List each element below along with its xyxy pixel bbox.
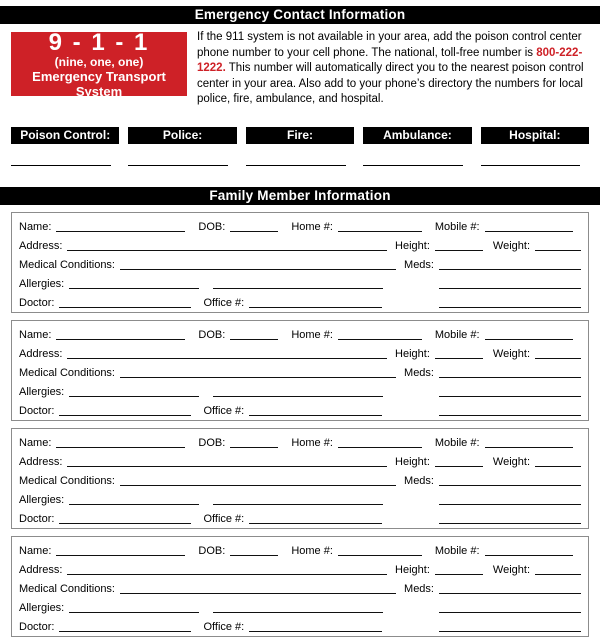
member-row-name — [19, 434, 581, 453]
office-phone-blank-line — [249, 296, 382, 308]
medical-conditions-label: Medical Conditions: — [19, 582, 115, 595]
doctor-blank-line — [59, 512, 191, 524]
meds-blank-line — [439, 474, 581, 486]
hospital-label: Hospital: — [481, 127, 589, 144]
dob-blank-line — [230, 544, 278, 556]
meds-label: Meds: — [404, 258, 434, 271]
family-member-block — [11, 428, 589, 529]
office-phone-label: Office #: — [203, 512, 245, 525]
mobile-phone-label: Mobile #: — [434, 544, 480, 557]
family-member-block — [11, 212, 589, 313]
family-members-list — [0, 212, 600, 637]
meds-continuation-line-1 — [439, 493, 581, 505]
ambulance-blank-line — [363, 144, 463, 166]
meds-continuation-line-2 — [439, 296, 581, 308]
weight-label: Weight: — [492, 563, 530, 576]
name-label: Name: — [19, 328, 52, 341]
allergies-label: Allergies: — [19, 493, 65, 506]
medical-conditions-blank-line — [120, 258, 396, 270]
meds-continuation-line-2 — [439, 512, 581, 524]
home-phone-label: Home #: — [291, 436, 333, 449]
weight-label: Weight: — [492, 455, 530, 468]
911-subtitle: Emergency Transport System — [32, 68, 166, 99]
medical-conditions-label: Medical Conditions: — [19, 258, 115, 271]
allergies-continuation-line — [213, 277, 383, 289]
member-row-doctor — [19, 402, 581, 421]
instructions-text-after: This number will automatically direct you to the nearest poison control center in your area. Also add to your phone’s directory the numbers for local police, fire, ambulance, and hospital. — [197, 62, 584, 106]
family-member-block — [11, 536, 589, 637]
meds-continuation-line-2 — [439, 620, 581, 632]
dob-label: DOB: — [198, 436, 226, 449]
page-title: Emergency Contact Information — [0, 6, 600, 24]
home-phone-blank-line — [338, 220, 422, 232]
address-label: Address: — [19, 563, 63, 576]
home-phone-label: Home #: — [291, 544, 333, 557]
ambulance-label: Ambulance: — [363, 127, 471, 144]
mobile-phone-label: Mobile #: — [434, 436, 480, 449]
meds-blank-line — [439, 366, 581, 378]
contact-col-fire — [246, 127, 354, 166]
contact-col-police — [128, 127, 236, 166]
office-phone-blank-line — [249, 404, 382, 416]
poison-control-instructions — [197, 30, 589, 108]
address-blank-line — [67, 563, 387, 575]
meds-blank-line — [439, 258, 581, 270]
mobile-phone-label: Mobile #: — [434, 220, 480, 233]
dob-blank-line — [230, 436, 278, 448]
name-label: Name: — [19, 436, 52, 449]
poison-control-phone-number: 800-222-1222. — [197, 46, 583, 75]
height-label: Height: — [395, 239, 430, 252]
office-phone-blank-line — [249, 512, 382, 524]
contact-col-ambulance — [363, 127, 471, 166]
medical-conditions-blank-line — [120, 582, 396, 594]
medical-conditions-blank-line — [120, 474, 396, 486]
member-row-allergies — [19, 491, 581, 510]
address-blank-line — [67, 239, 387, 251]
meds-continuation-line-1 — [439, 601, 581, 613]
member-row-medical — [19, 364, 581, 383]
home-phone-blank-line — [338, 544, 422, 556]
name-blank-line — [56, 544, 185, 556]
member-row-medical — [19, 472, 581, 491]
mobile-phone-blank-line — [485, 328, 573, 340]
member-row-name — [19, 542, 581, 561]
member-row-doctor — [19, 294, 581, 313]
height-blank-line — [435, 239, 483, 251]
top-section — [11, 28, 589, 108]
allergies-label: Allergies: — [19, 277, 65, 290]
weight-blank-line — [535, 239, 581, 251]
family-section-title: Family Member Information — [0, 187, 600, 205]
weight-label: Weight: — [492, 347, 530, 360]
weight-label: Weight: — [492, 239, 530, 252]
member-row-allergies — [19, 599, 581, 618]
contact-col-hospital — [481, 127, 589, 166]
allergies-continuation-line — [213, 601, 383, 613]
member-row-address — [19, 561, 581, 580]
mobile-phone-blank-line — [485, 220, 573, 232]
member-row-address — [19, 453, 581, 472]
meds-continuation-line-1 — [439, 277, 581, 289]
allergies-blank-line — [69, 601, 199, 613]
mobile-phone-blank-line — [485, 544, 573, 556]
weight-blank-line — [535, 563, 581, 575]
mobile-phone-blank-line — [485, 436, 573, 448]
medical-conditions-label: Medical Conditions: — [19, 474, 115, 487]
emergency-contacts-row — [11, 127, 589, 166]
doctor-blank-line — [59, 620, 191, 632]
member-row-medical — [19, 256, 581, 275]
911-words: (nine, one, one) — [54, 54, 144, 69]
member-row-allergies — [19, 383, 581, 402]
member-row-name — [19, 218, 581, 237]
meds-continuation-line-2 — [439, 404, 581, 416]
meds-continuation-line-1 — [439, 385, 581, 397]
member-row-medical — [19, 580, 581, 599]
dob-label: DOB: — [198, 220, 226, 233]
911-red-box — [11, 28, 187, 99]
family-member-block — [11, 320, 589, 421]
doctor-blank-line — [59, 404, 191, 416]
allergies-blank-line — [69, 385, 199, 397]
dob-blank-line — [230, 328, 278, 340]
meds-blank-line — [439, 582, 581, 594]
name-blank-line — [56, 436, 185, 448]
doctor-blank-line — [59, 296, 191, 308]
height-label: Height: — [395, 347, 430, 360]
office-phone-label: Office #: — [203, 404, 245, 417]
allergies-label: Allergies: — [19, 601, 65, 614]
member-row-address — [19, 237, 581, 256]
police-label: Police: — [128, 127, 236, 144]
height-blank-line — [435, 347, 483, 359]
home-phone-blank-line — [338, 328, 422, 340]
medical-conditions-blank-line — [120, 366, 396, 378]
allergies-label: Allergies: — [19, 385, 65, 398]
name-label: Name: — [19, 220, 52, 233]
medical-conditions-label: Medical Conditions: — [19, 366, 115, 379]
member-row-name — [19, 326, 581, 345]
weight-blank-line — [535, 347, 581, 359]
allergies-continuation-line — [213, 493, 383, 505]
home-phone-label: Home #: — [291, 328, 333, 341]
office-phone-label: Office #: — [203, 296, 245, 309]
dob-label: DOB: — [198, 328, 226, 341]
emergency-contact-form — [0, 6, 600, 633]
name-label: Name: — [19, 544, 52, 557]
address-label: Address: — [19, 347, 63, 360]
home-phone-blank-line — [338, 436, 422, 448]
contact-col-poison-control — [11, 127, 119, 166]
poison-control-label: Poison Control: — [11, 127, 119, 144]
fire-label: Fire: — [246, 127, 354, 144]
911-number: 9 - 1 - 1 — [48, 28, 150, 56]
allergies-blank-line — [69, 277, 199, 289]
hospital-blank-line — [481, 144, 581, 166]
height-blank-line — [435, 563, 483, 575]
dob-blank-line — [230, 220, 278, 232]
mobile-phone-label: Mobile #: — [434, 328, 480, 341]
fire-blank-line — [246, 144, 346, 166]
name-blank-line — [56, 220, 185, 232]
member-row-address — [19, 345, 581, 364]
allergies-blank-line — [69, 493, 199, 505]
height-label: Height: — [395, 455, 430, 468]
height-blank-line — [435, 455, 483, 467]
member-row-allergies — [19, 275, 581, 294]
name-blank-line — [56, 328, 185, 340]
meds-label: Meds: — [404, 474, 434, 487]
home-phone-label: Home #: — [291, 220, 333, 233]
doctor-label: Doctor: — [19, 512, 55, 525]
instructions-text-before: If the 911 system is not available in your area, add the poison control center phone number to your cell phone. The national, toll-free number is — [197, 31, 582, 59]
dob-label: DOB: — [198, 544, 226, 557]
weight-blank-line — [535, 455, 581, 467]
doctor-label: Doctor: — [19, 296, 55, 309]
office-phone-label: Office #: — [203, 620, 245, 633]
poison-control-blank-line — [11, 144, 111, 166]
police-blank-line — [128, 144, 228, 166]
member-row-doctor — [19, 618, 581, 637]
address-label: Address: — [19, 239, 63, 252]
member-row-doctor — [19, 510, 581, 529]
doctor-label: Doctor: — [19, 404, 55, 417]
meds-label: Meds: — [404, 582, 434, 595]
meds-label: Meds: — [404, 366, 434, 379]
height-label: Height: — [395, 563, 430, 576]
office-phone-blank-line — [249, 620, 382, 632]
doctor-label: Doctor: — [19, 620, 55, 633]
allergies-continuation-line — [213, 385, 383, 397]
address-label: Address: — [19, 455, 63, 468]
address-blank-line — [67, 347, 387, 359]
address-blank-line — [67, 455, 387, 467]
